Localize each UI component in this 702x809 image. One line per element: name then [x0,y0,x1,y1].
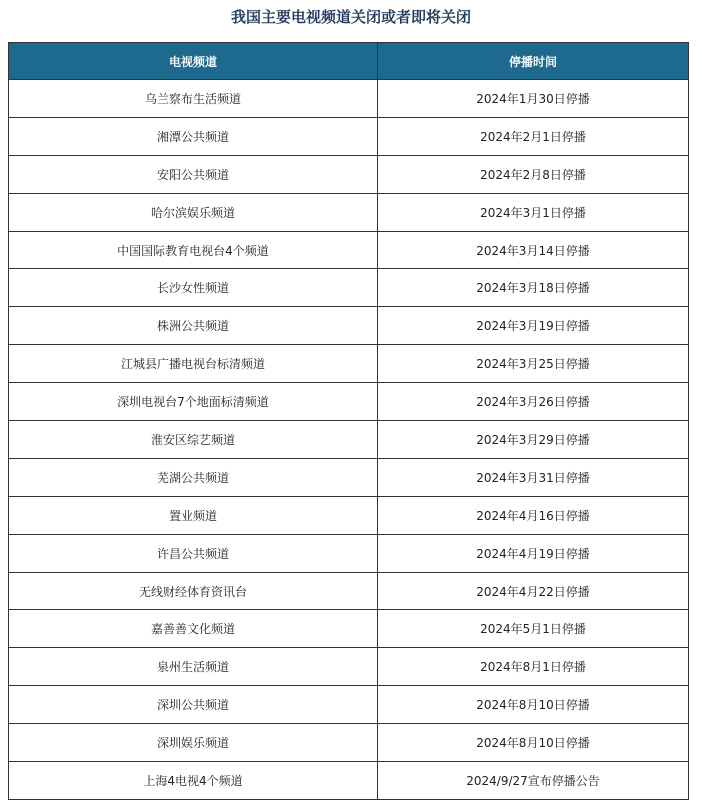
table-row [9,155,689,193]
stop-time-cell: 2024年4月19日停播 [378,534,689,572]
stop-time-cell: 2024年4月16日停播 [378,496,689,534]
stop-time-cell: 2024年8月1日停播 [378,648,689,686]
channel-name-cell: 湘潭公共频道 [9,117,378,155]
table-row [9,80,689,118]
channel-name-cell: 嘉善善文化频道 [9,610,378,648]
stop-time-cell: 2024年2月1日停播 [378,117,689,155]
table-row [9,610,689,648]
table-row [9,572,689,610]
stop-time-cell: 2024年3月26日停播 [378,383,689,421]
page-title: 我国主要电视频道关闭或者即将关闭 [230,8,471,26]
channel-name-cell: 株洲公共频道 [9,307,378,345]
stop-time-cell: 2024年4月22日停播 [378,572,689,610]
channel-name-cell: 乌兰察布生活频道 [9,80,378,118]
channel-name-cell: 安阳公共频道 [9,155,378,193]
channel-name-cell: 淮安区综艺频道 [9,421,378,459]
channel-table [8,42,689,800]
table-row [9,345,689,383]
table-row [9,762,689,800]
channel-name-cell: 江城县广播电视台标清频道 [9,345,378,383]
table-row [9,496,689,534]
channel-name-cell: 深圳电视台7个地面标清频道 [9,383,378,421]
channel-name-cell: 许昌公共频道 [9,534,378,572]
column-header-stop-time: 停播时间 [378,43,689,80]
table-row [9,534,689,572]
channel-name-cell: 长沙女性频道 [9,269,378,307]
stop-time-cell: 2024年1月30日停播 [378,80,689,118]
stop-time-cell: 2024年3月19日停播 [378,307,689,345]
channel-name-cell: 置业频道 [9,496,378,534]
table-row [9,231,689,269]
table-row [9,458,689,496]
channel-name-cell: 中国国际教育电视台4个频道 [9,231,378,269]
table-row [9,193,689,231]
stop-time-cell: 2024年8月10日停播 [378,724,689,762]
table-row [9,724,689,762]
channel-name-cell: 深圳公共频道 [9,686,378,724]
table-row [9,383,689,421]
table-row [9,307,689,345]
stop-time-cell: 2024/9/27宣布停播公告 [378,762,689,800]
table-row [9,648,689,686]
channel-name-cell: 泉州生活频道 [9,648,378,686]
channel-name-cell: 上海4电视4个频道 [9,762,378,800]
stop-time-cell: 2024年5月1日停播 [378,610,689,648]
column-header-channel: 电视频道 [9,43,378,80]
table-row [9,269,689,307]
channel-name-cell: 深圳娱乐频道 [9,724,378,762]
stop-time-cell: 2024年3月31日停播 [378,458,689,496]
stop-time-cell: 2024年3月18日停播 [378,269,689,307]
channel-name-cell: 芜湖公共频道 [9,458,378,496]
channel-name-cell: 无线财经体育资讯台 [9,572,378,610]
table-row [9,686,689,724]
stop-time-cell: 2024年3月29日停播 [378,421,689,459]
channel-name-cell: 哈尔滨娱乐频道 [9,193,378,231]
table-header-row [9,43,689,80]
stop-time-cell: 2024年3月25日停播 [378,345,689,383]
stop-time-cell: 2024年2月8日停播 [378,155,689,193]
stop-time-cell: 2024年3月1日停播 [378,193,689,231]
stop-time-cell: 2024年3月14日停播 [378,231,689,269]
table-row [9,117,689,155]
stop-time-cell: 2024年8月10日停播 [378,686,689,724]
table-row [9,421,689,459]
